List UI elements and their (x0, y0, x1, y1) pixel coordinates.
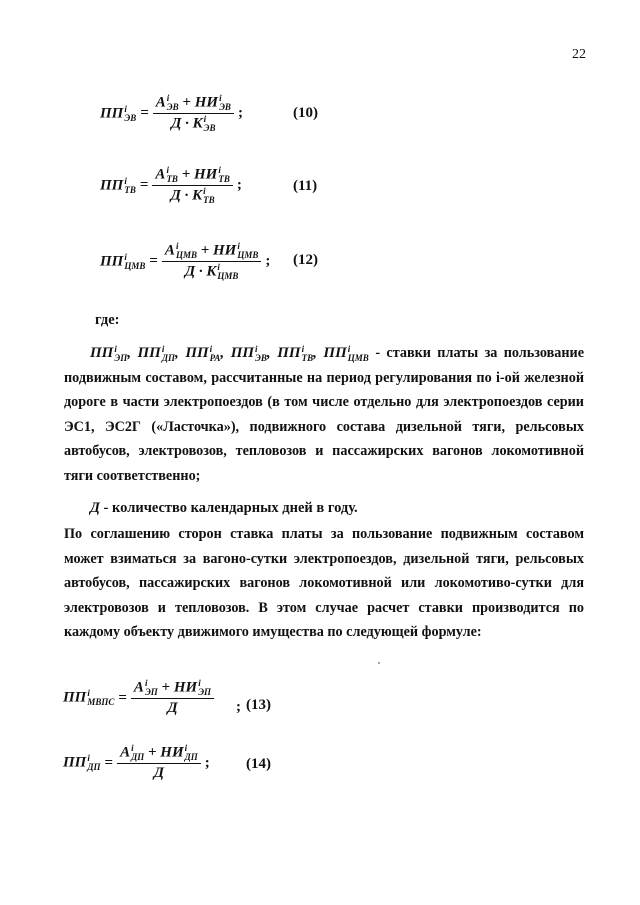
agreement-paragraph: По соглашению сторон ставка платы за пользование подвижным составом может взиматься за вагоно-сутки электропоездов, дизельной тяги, рельсовых автобусов, пассажирских вагонов локомотивной или локомотиво-сутки для электровозов и тепловозов. В этом случае расчет ставки производится по каждому объекту движимого имущества по следующей формуле: (64, 526, 584, 640)
definition-d: Д - количество календарных дней в году. (90, 500, 358, 516)
formula-lhs: ПП i ЭВ (100, 103, 137, 123)
formula-13: ПП i МВПС = A i ЭП + НИ i ЭП Д ; (63, 678, 242, 716)
definition-paragraph (64, 341, 584, 488)
equation-number-14: (14) (246, 756, 271, 772)
scan-speck (378, 662, 380, 664)
formula-14: ПП i ДП = A i ДП + НИ i ДП Д ; (63, 743, 210, 781)
fraction: A i ЭВ + НИ i ЭВ Д · K i ЭВ (153, 94, 234, 133)
equation-number-10: (10) (293, 105, 318, 121)
equation-number-11: (11) (293, 178, 318, 194)
equation-number-13: (13) (246, 697, 271, 713)
formula-10: ПП i ЭВ = A i ЭВ + НИ i ЭВ Д · K i ЭВ ; (100, 93, 243, 133)
formula-12: ПП i ЦМВ = A i ЦМВ + НИ i ЦМВ Д · K i ЦМВ ; (100, 241, 271, 281)
page-number: 22 (572, 47, 586, 62)
where-label: где: (95, 312, 120, 328)
equation-number-12: (12) (293, 252, 318, 268)
symbols-list: ПП i ЭП , ПП i ДП , ПП i РА , ПП i ЭВ , ПП i ТВ , ПП i ЦМВ (90, 343, 369, 363)
definition-pp-text: - ставки платы за пользование подвижным составом, рассчитанные на период регулирования по i-ой железной дороге в части электропоездов (в том числе отдельно для электропоездов серии ЭС1, ЭС2Г («Ласточка»), подвижного состава дизельной тяги, рельсовых автобусов, электровозов, тепловозов и пассажирских вагонов локомотивной тяги соответственно; (64, 345, 585, 484)
formula-11: ПП i ТВ = A i ТВ + НИ i ТВ Д · K i ТВ ; (100, 165, 242, 205)
